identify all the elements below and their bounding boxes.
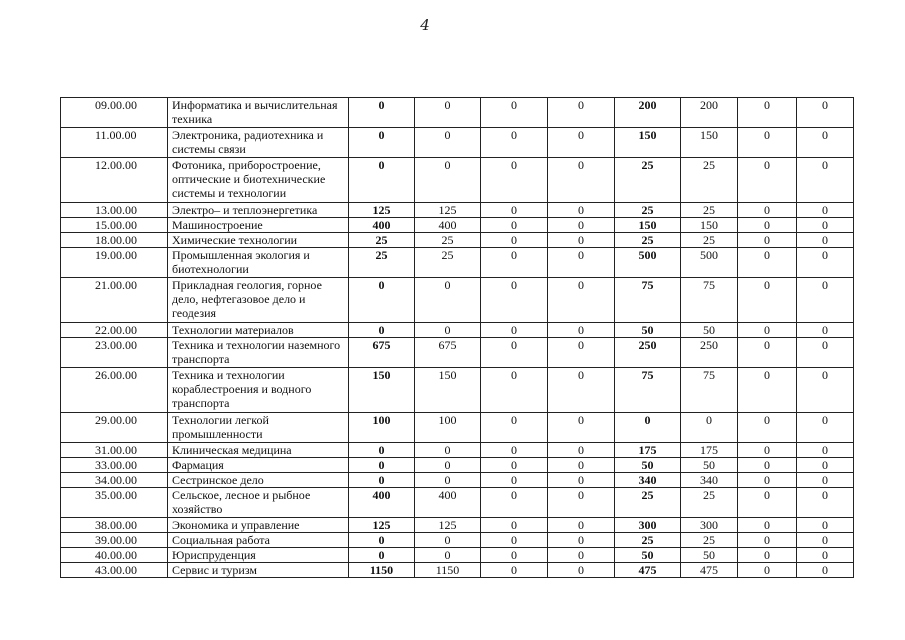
row-value: 0: [548, 338, 615, 368]
row-value: 675: [349, 338, 415, 368]
row-value: 0: [797, 248, 854, 278]
row-value: 500: [615, 248, 681, 278]
row-value: 0: [797, 233, 854, 248]
row-code: 12.00.00: [61, 158, 168, 203]
row-value: 25: [349, 248, 415, 278]
row-value: 0: [415, 548, 481, 563]
row-value: 0: [481, 323, 548, 338]
row-value: 0: [738, 233, 797, 248]
row-value: 500: [681, 248, 738, 278]
row-value: 0: [548, 368, 615, 413]
data-table: [60, 97, 854, 578]
row-value: 25: [681, 488, 738, 518]
row-value: 0: [415, 458, 481, 473]
row-name: Технологии материалов: [168, 323, 349, 338]
row-code: 22.00.00: [61, 323, 168, 338]
row-value: 0: [481, 443, 548, 458]
row-value: 75: [681, 278, 738, 323]
row-value: 0: [738, 413, 797, 443]
row-value: 0: [481, 203, 548, 218]
row-value: 0: [797, 128, 854, 158]
row-value: 0: [738, 158, 797, 203]
row-value: 100: [349, 413, 415, 443]
row-value: 0: [738, 248, 797, 278]
row-value: 0: [738, 443, 797, 458]
row-code: 23.00.00: [61, 338, 168, 368]
row-value: 0: [548, 443, 615, 458]
row-name: Информатика и вычислительная техника: [168, 98, 349, 128]
table-row: [61, 203, 854, 218]
row-value: 0: [481, 233, 548, 248]
row-value: 0: [481, 563, 548, 578]
row-value: 75: [615, 278, 681, 323]
row-code: 13.00.00: [61, 203, 168, 218]
table-row: [61, 458, 854, 473]
row-value: 0: [738, 533, 797, 548]
table-row: [61, 98, 854, 128]
row-value: 0: [349, 548, 415, 563]
row-value: 75: [681, 368, 738, 413]
row-value: 0: [548, 323, 615, 338]
row-code: 43.00.00: [61, 563, 168, 578]
row-name: Экономика и управление: [168, 518, 349, 533]
row-value: 125: [415, 203, 481, 218]
row-value: 0: [738, 368, 797, 413]
row-value: 0: [738, 203, 797, 218]
row-value: 475: [615, 563, 681, 578]
table-row: [61, 548, 854, 563]
row-code: 38.00.00: [61, 518, 168, 533]
row-value: 0: [481, 458, 548, 473]
row-value: 0: [349, 98, 415, 128]
row-value: 150: [349, 368, 415, 413]
row-value: 0: [797, 413, 854, 443]
row-name: Юриспруденция: [168, 548, 349, 563]
row-value: 0: [797, 473, 854, 488]
row-value: 25: [349, 233, 415, 248]
row-name: Химические технологии: [168, 233, 349, 248]
row-value: 0: [548, 548, 615, 563]
row-name: Социальная работа: [168, 533, 349, 548]
row-value: 0: [797, 278, 854, 323]
table-row: [61, 278, 854, 323]
row-value: 0: [548, 278, 615, 323]
row-value: 0: [738, 548, 797, 563]
page-number: 4: [420, 16, 430, 34]
row-value: 25: [615, 488, 681, 518]
row-value: 400: [415, 488, 481, 518]
row-value: 75: [615, 368, 681, 413]
row-value: 50: [615, 458, 681, 473]
row-name: Сельское, лесное и рыбное хозяйство: [168, 488, 349, 518]
row-code: 34.00.00: [61, 473, 168, 488]
row-value: 0: [797, 458, 854, 473]
row-value: 300: [615, 518, 681, 533]
row-value: 250: [615, 338, 681, 368]
row-value: 0: [738, 278, 797, 323]
row-code: 21.00.00: [61, 278, 168, 323]
row-name: Прикладная геология, горное дело, нефтегазовое дело и геодезия: [168, 278, 349, 323]
row-value: 0: [681, 413, 738, 443]
row-value: 0: [349, 473, 415, 488]
row-value: 0: [797, 98, 854, 128]
row-value: 0: [548, 413, 615, 443]
row-value: 0: [797, 338, 854, 368]
row-value: 0: [481, 518, 548, 533]
row-value: 400: [349, 218, 415, 233]
row-value: 0: [481, 278, 548, 323]
row-value: 0: [415, 128, 481, 158]
row-value: 0: [349, 278, 415, 323]
row-value: 100: [415, 413, 481, 443]
row-value: 0: [481, 533, 548, 548]
row-value: 0: [481, 413, 548, 443]
table-row: [61, 413, 854, 443]
row-value: 400: [349, 488, 415, 518]
row-value: 200: [615, 98, 681, 128]
row-value: 1150: [349, 563, 415, 578]
row-value: 0: [415, 278, 481, 323]
table-row: [61, 338, 854, 368]
row-value: 0: [738, 473, 797, 488]
row-value: 0: [481, 248, 548, 278]
row-value: 25: [615, 158, 681, 203]
row-code: 29.00.00: [61, 413, 168, 443]
row-value: 0: [548, 203, 615, 218]
row-code: 33.00.00: [61, 458, 168, 473]
row-value: 0: [797, 443, 854, 458]
row-value: 0: [738, 518, 797, 533]
row-value: 0: [797, 323, 854, 338]
row-value: 25: [615, 233, 681, 248]
table-row: [61, 443, 854, 458]
row-name: Электроника, радиотехника и системы связи: [168, 128, 349, 158]
row-value: 0: [548, 128, 615, 158]
row-name: Сервис и туризм: [168, 563, 349, 578]
row-value: 0: [797, 488, 854, 518]
row-value: 125: [349, 518, 415, 533]
row-code: 26.00.00: [61, 368, 168, 413]
row-value: 0: [349, 458, 415, 473]
row-value: 0: [738, 218, 797, 233]
row-value: 25: [681, 233, 738, 248]
row-value: 25: [415, 248, 481, 278]
row-value: 0: [738, 563, 797, 578]
row-value: 25: [681, 533, 738, 548]
table-row: [61, 248, 854, 278]
table-row: [61, 563, 854, 578]
row-value: 175: [615, 443, 681, 458]
table-row: [61, 518, 854, 533]
row-value: 0: [797, 548, 854, 563]
row-value: 150: [615, 218, 681, 233]
table-row: [61, 488, 854, 518]
row-code: 15.00.00: [61, 218, 168, 233]
row-value: 150: [681, 128, 738, 158]
row-value: 400: [415, 218, 481, 233]
row-value: 0: [797, 533, 854, 548]
table-row: [61, 158, 854, 203]
row-name: Техника и технологии наземного транспорта: [168, 338, 349, 368]
row-value: 0: [415, 98, 481, 128]
row-value: 0: [738, 128, 797, 158]
row-value: 0: [738, 458, 797, 473]
row-name: Машиностроение: [168, 218, 349, 233]
row-value: 25: [615, 203, 681, 218]
row-value: 0: [548, 158, 615, 203]
row-value: 0: [797, 518, 854, 533]
row-value: 0: [548, 518, 615, 533]
row-value: 125: [415, 518, 481, 533]
row-value: 50: [615, 323, 681, 338]
row-value: 50: [681, 548, 738, 563]
row-value: 150: [415, 368, 481, 413]
row-value: 25: [415, 233, 481, 248]
row-code: 11.00.00: [61, 128, 168, 158]
row-value: 340: [681, 473, 738, 488]
row-value: 0: [481, 368, 548, 413]
row-name: Фотоника, приборостроение, оптические и биотехнические системы и технологии: [168, 158, 349, 203]
table-row: [61, 533, 854, 548]
row-code: 18.00.00: [61, 233, 168, 248]
row-value: 175: [681, 443, 738, 458]
row-value: 0: [738, 98, 797, 128]
row-value: 0: [548, 563, 615, 578]
table-row: [61, 233, 854, 248]
table-row: [61, 368, 854, 413]
row-value: 0: [797, 203, 854, 218]
row-value: 50: [615, 548, 681, 563]
row-value: 25: [681, 203, 738, 218]
row-value: 0: [548, 233, 615, 248]
row-value: 675: [415, 338, 481, 368]
row-name: Промышленная экология и биотехнологии: [168, 248, 349, 278]
row-code: 31.00.00: [61, 443, 168, 458]
row-value: 200: [681, 98, 738, 128]
table-row: [61, 218, 854, 233]
row-value: 25: [615, 533, 681, 548]
row-name: Технологии легкой промышленности: [168, 413, 349, 443]
table-row: [61, 323, 854, 338]
row-value: 300: [681, 518, 738, 533]
row-value: 125: [349, 203, 415, 218]
row-value: 0: [548, 218, 615, 233]
row-value: 0: [349, 533, 415, 548]
row-value: 0: [349, 158, 415, 203]
row-value: 475: [681, 563, 738, 578]
row-name: Сестринское дело: [168, 473, 349, 488]
row-value: 0: [481, 218, 548, 233]
row-value: 0: [548, 473, 615, 488]
row-value: 0: [349, 128, 415, 158]
row-value: 0: [548, 533, 615, 548]
row-value: 1150: [415, 563, 481, 578]
row-value: 0: [481, 473, 548, 488]
row-name: Техника и технологии кораблестроения и водного транспорта: [168, 368, 349, 413]
row-value: 0: [481, 548, 548, 563]
row-code: 35.00.00: [61, 488, 168, 518]
row-value: 50: [681, 458, 738, 473]
row-value: 250: [681, 338, 738, 368]
row-value: 0: [797, 368, 854, 413]
row-value: 150: [681, 218, 738, 233]
row-value: 0: [797, 158, 854, 203]
row-value: 50: [681, 323, 738, 338]
row-value: 0: [349, 443, 415, 458]
row-value: 0: [615, 413, 681, 443]
row-code: 09.00.00: [61, 98, 168, 128]
row-value: 0: [415, 473, 481, 488]
row-value: 0: [415, 158, 481, 203]
row-value: 0: [738, 338, 797, 368]
row-value: 0: [548, 458, 615, 473]
row-value: 0: [548, 488, 615, 518]
row-value: 0: [481, 128, 548, 158]
row-value: 0: [481, 98, 548, 128]
row-value: 25: [681, 158, 738, 203]
row-name: Электро– и теплоэнергетика: [168, 203, 349, 218]
table-row: [61, 128, 854, 158]
row-value: 0: [548, 248, 615, 278]
row-code: 19.00.00: [61, 248, 168, 278]
row-value: 0: [415, 443, 481, 458]
row-value: 0: [797, 563, 854, 578]
row-value: 0: [548, 98, 615, 128]
row-value: 0: [415, 323, 481, 338]
row-code: 39.00.00: [61, 533, 168, 548]
row-value: 0: [738, 488, 797, 518]
row-value: 0: [415, 533, 481, 548]
row-value: 340: [615, 473, 681, 488]
row-value: 0: [481, 338, 548, 368]
row-name: Клиническая медицина: [168, 443, 349, 458]
row-value: 0: [481, 158, 548, 203]
row-value: 0: [797, 218, 854, 233]
row-value: 0: [738, 323, 797, 338]
row-value: 0: [481, 488, 548, 518]
row-name: Фармация: [168, 458, 349, 473]
table-row: [61, 473, 854, 488]
row-value: 0: [349, 323, 415, 338]
row-value: 150: [615, 128, 681, 158]
row-code: 40.00.00: [61, 548, 168, 563]
